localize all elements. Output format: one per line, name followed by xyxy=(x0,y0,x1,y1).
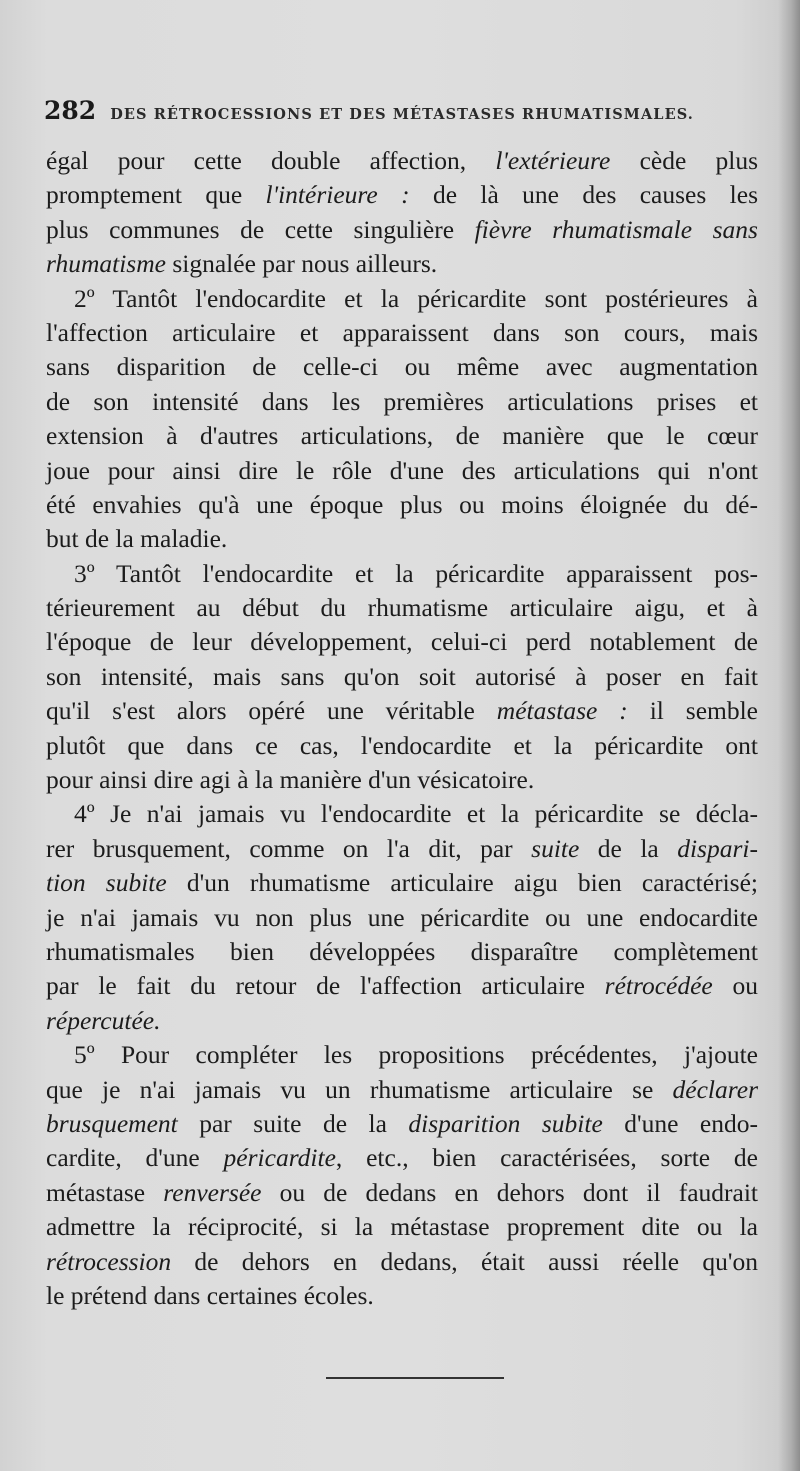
text-segment: plus communes de cette singulière xyxy=(46,214,475,244)
text-line xyxy=(46,1073,758,1107)
text-line xyxy=(46,729,758,763)
italic-text: répercutée. xyxy=(46,1005,161,1035)
text-segment: 4º Je n'ai jamais vu l'endocardite et la péricardite se décla- xyxy=(74,799,758,829)
text-line xyxy=(46,660,758,694)
text-segment: son intensité, mais sans qu'on soit autorisé à poser en fait xyxy=(46,661,758,691)
page-header xyxy=(44,96,734,128)
text-line xyxy=(46,797,758,831)
text-segment: sans disparition de celle-ci ou même avec augmentation xyxy=(46,352,758,382)
text-line xyxy=(46,385,758,419)
italic-text: dispari- xyxy=(677,833,758,863)
text-segment: 2º Tantôt l'endocardite et la péricardite sont postérieures à xyxy=(74,283,758,313)
text-segment: signalée par nous ailleurs. xyxy=(165,249,438,279)
text-line xyxy=(46,901,758,935)
text-segment: que je n'ai jamais vu un rhumatisme articulaire se xyxy=(46,1074,673,1104)
text-segment: rhumatismales bien développées disparaître complètement xyxy=(46,936,758,966)
italic-text: rétrocédée xyxy=(604,971,713,1001)
text-line xyxy=(46,1245,758,1279)
text-line xyxy=(46,1141,758,1175)
text-line xyxy=(46,316,758,350)
text-line xyxy=(46,969,758,1003)
text-line xyxy=(46,488,758,522)
text-line xyxy=(46,213,758,247)
text-segment: ou de dedans en dehors dont il faudrait xyxy=(261,1177,758,1207)
text-line xyxy=(46,247,758,281)
text-line xyxy=(46,832,758,866)
text-segment: par le fait du retour de l'affection articulaire xyxy=(46,971,605,1001)
text-line xyxy=(46,282,758,316)
italic-text: rhumatisme xyxy=(46,249,166,279)
text-line xyxy=(46,1279,758,1313)
text-line xyxy=(46,557,758,591)
text-line xyxy=(46,1210,758,1244)
italic-text: déclarer xyxy=(672,1074,758,1104)
text-line xyxy=(46,1107,758,1141)
text-line xyxy=(46,935,758,969)
text-line xyxy=(46,866,758,900)
text-line xyxy=(46,625,758,659)
text-line xyxy=(46,1038,758,1072)
text-line xyxy=(46,1004,758,1038)
italic-text: rétrocession xyxy=(46,1246,172,1276)
running-title: DES RÉTROCESSIONS ET DES MÉTASTASES RHUMATISMALES. xyxy=(110,106,694,123)
text-segment: cède plus xyxy=(610,146,759,175)
page-edge-shadow xyxy=(778,0,800,1471)
text-line xyxy=(46,763,758,797)
text-segment: ou xyxy=(712,971,758,1001)
text-line xyxy=(46,144,758,178)
text-segment: je n'ai jamais vu non plus une péricardite ou une endocardite xyxy=(46,902,758,932)
text-segment: de la xyxy=(579,833,678,863)
text-line xyxy=(46,522,758,556)
text-segment: le prétend dans certaines écoles. xyxy=(46,1280,374,1310)
text-segment: 3º Tantôt l'endocardite et la péricardite apparaissent pos- xyxy=(74,558,758,588)
text-segment: il semble xyxy=(627,696,759,726)
text-line xyxy=(46,1176,758,1210)
text-line xyxy=(46,350,758,384)
text-segment: l'époque de leur développement, celui-ci perd notablement de xyxy=(46,627,758,657)
text-segment: par suite de la xyxy=(177,1108,409,1138)
text-segment: plutôt que dans ce cas, l'endocardite et la péricardite ont xyxy=(46,730,758,760)
text-segment: admettre la réciprocité, si la métastase proprement dite ou la xyxy=(46,1212,758,1242)
text-line xyxy=(46,454,758,488)
text-segment: été envahies qu'à une époque plus ou moins éloignée du dé- xyxy=(46,489,758,519)
text-segment: , etc., bien caractérisées, sorte de xyxy=(335,1143,758,1173)
text-segment: de dehors en dedans, était aussi réelle qu'on xyxy=(171,1246,758,1276)
italic-text: renversée xyxy=(163,1177,262,1207)
text-segment: égal pour cette double affection, xyxy=(46,146,496,175)
italic-text: péricardite xyxy=(223,1143,336,1173)
italic-text: suite xyxy=(531,833,580,863)
text-segment: térieurement au début du rhumatisme articulaire aigu, et à xyxy=(46,593,758,623)
text-segment: rer brusquement, comme on l'a dit, par xyxy=(46,833,532,863)
text-segment: de là une des causes les xyxy=(409,180,758,210)
page-number: 282 xyxy=(44,96,97,125)
italic-text: l'intérieure : xyxy=(265,180,410,210)
text-segment: 5º Pour compléter les propositions précédentes, j'ajoute xyxy=(74,1040,758,1070)
end-rule xyxy=(326,1377,504,1379)
italic-text: tion subite xyxy=(46,868,167,898)
text-segment: d'un rhumatisme articulaire aigu bien caractérisé; xyxy=(166,868,758,898)
text-line xyxy=(46,591,758,625)
text-segment: pour ainsi dire agi à la manière d'un vésicatoire. xyxy=(46,765,535,795)
text-segment: extension à d'autres articulations, de manière que le cœur xyxy=(46,421,758,451)
text-segment: joue pour ainsi dire le rôle d'une des articulations qui n'ont xyxy=(46,455,758,485)
text-segment: de son intensité dans les premières articulations prises et xyxy=(46,386,758,416)
text-segment: promptement que xyxy=(46,180,266,210)
italic-text: disparition subite xyxy=(408,1108,603,1138)
text-line xyxy=(46,178,758,212)
italic-text: métastase : xyxy=(496,696,628,726)
body-text xyxy=(46,144,758,1313)
text-segment: d'une endo- xyxy=(602,1108,758,1138)
italic-text: fièvre rhumatismale sans xyxy=(474,214,758,244)
text-segment: cardite, d'une xyxy=(46,1143,224,1173)
italic-text: brusquement xyxy=(46,1108,178,1138)
text-line xyxy=(46,419,758,453)
italic-text: l'extérieure xyxy=(495,146,611,175)
text-segment: qu'il s'est alors opéré une véritable xyxy=(46,696,497,726)
text-segment: l'affection articulaire et apparaissent dans son cours, mais xyxy=(46,317,758,347)
text-segment: métastase xyxy=(46,1177,164,1207)
text-line xyxy=(46,694,758,728)
text-segment: but de la maladie. xyxy=(46,524,228,554)
